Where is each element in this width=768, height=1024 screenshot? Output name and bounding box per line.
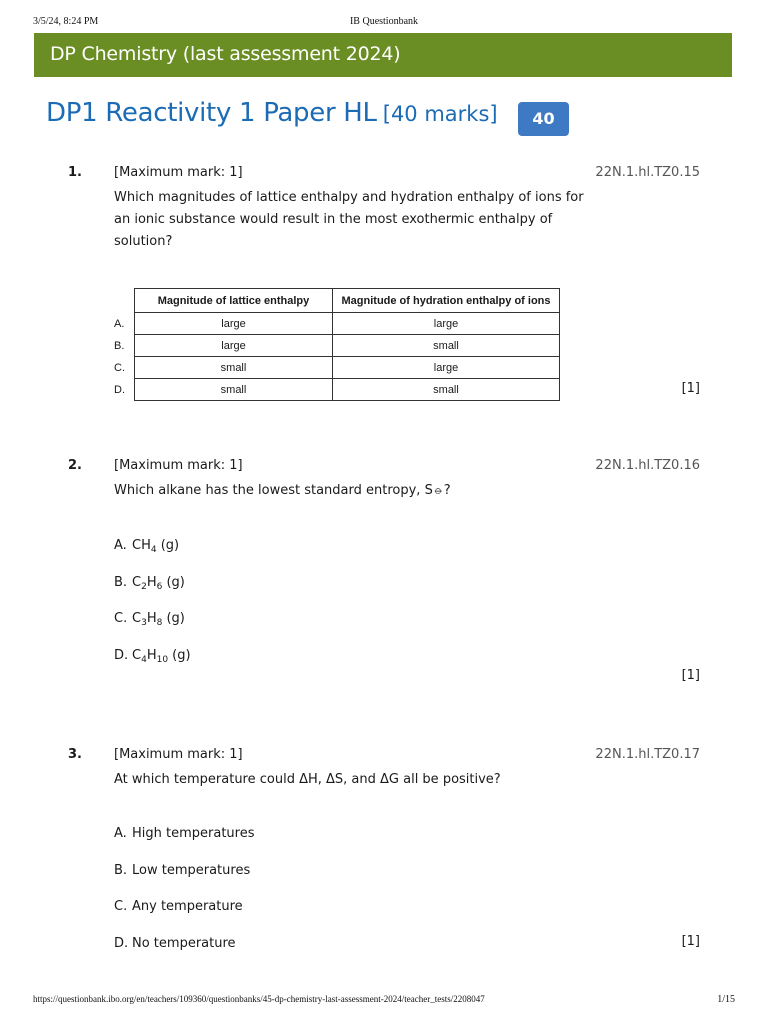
question-text: At which temperature could ΔH, ΔS, and ΔG all be positive? (114, 772, 501, 787)
table-cell: large (333, 357, 560, 379)
table-row (114, 335, 560, 357)
option-a (114, 536, 191, 556)
option-formula: $C_4H_{10}$ (g) (132, 647, 191, 665)
paper-title (46, 98, 498, 128)
option-c (114, 897, 255, 917)
question-max-mark: [Maximum mark: 1] (114, 747, 243, 762)
question-number: 2. (68, 458, 82, 473)
option-letter: A. (114, 826, 127, 841)
option-formula: $C_2H_6$ (g) (132, 574, 185, 592)
table-cell: large (135, 335, 333, 357)
print-header (33, 16, 735, 30)
option-d (114, 934, 255, 954)
option-letter: A. (114, 317, 125, 330)
question-1 (0, 165, 768, 405)
answer-table-header (114, 289, 560, 313)
question-3 (0, 747, 768, 957)
option-letter: A. (114, 538, 127, 553)
answer-table (114, 288, 560, 401)
option-letter: D. (114, 935, 129, 951)
print-timestamp: 3/5/24, 8:24 PM (33, 16, 99, 27)
option-b (114, 573, 191, 593)
table-cell: large (135, 313, 333, 335)
table-header-lattice: Magnitude of lattice enthalpy (135, 289, 333, 313)
course-title: DP Chemistry (last assessment 2024) (50, 43, 401, 65)
question-reference: 22N.1.hl.TZ0.16 (595, 458, 700, 473)
question-max-mark: [Maximum mark: 1] (114, 458, 243, 473)
table-cell: small (333, 379, 560, 401)
question-text: Which magnitudes of lattice enthalpy and hydration enthalpy of ions for an ionic substance would result in the most exothermic enthalpy of solution? (114, 190, 584, 249)
table-cell: small (135, 357, 333, 379)
option-letter: D. (114, 383, 125, 396)
option-formula: $C_3H_8$ (g) (132, 611, 185, 628)
option-text: No temperature (132, 935, 236, 951)
option-text: Low temperatures (132, 862, 251, 878)
option-text: Any temperature (132, 899, 243, 914)
table-row (114, 313, 560, 335)
question-number: 3. (68, 747, 82, 762)
page-url: https://questionbank.ibo.org/en/teachers/109360/questionbanks/45-dp-chemistry-last-assessment-2024/teacher_tests/2208047 (33, 994, 485, 1004)
option-letter: C. (114, 361, 125, 374)
table-cell: small (135, 379, 333, 401)
option-c (114, 609, 191, 629)
print-site-title: IB Questionbank (349, 16, 419, 27)
question-max-mark: [Maximum mark: 1] (114, 165, 243, 180)
question-mark: [1] (681, 934, 700, 949)
question-reference: 22N.1.hl.TZ0.15 (595, 165, 700, 180)
question-mark: [1] (681, 668, 700, 683)
table-cell: large (333, 313, 560, 335)
option-list (114, 824, 255, 954)
option-letter: D. (114, 647, 129, 663)
paper-title-text: DP1 Reactivity 1 Paper HL (46, 98, 377, 128)
print-footer (33, 994, 735, 1008)
paper-marks-text: [40 marks] (382, 102, 498, 126)
option-list (114, 536, 191, 666)
table-header-hydration: Magnitude of hydration enthalpy of ions (333, 289, 560, 313)
table-cell: small (333, 335, 560, 357)
option-a (114, 824, 255, 844)
table-row (114, 357, 560, 379)
option-d (114, 646, 191, 666)
option-letter: B. (114, 862, 128, 878)
page-number: 1/15 (717, 994, 735, 1005)
marks-badge: 40 (518, 102, 569, 136)
option-letter: C. (114, 899, 128, 914)
option-letter: B. (114, 339, 125, 352)
question-2 (0, 458, 768, 688)
option-letter: C. (114, 611, 128, 626)
question-reference: 22N.1.hl.TZ0.17 (595, 747, 700, 762)
option-text: High temperatures (132, 826, 255, 841)
option-formula: $CH_4$ (g) (132, 538, 180, 555)
table-row (114, 379, 560, 401)
option-b (114, 861, 255, 881)
question-text: Which alkane has the lowest standard entropy, S⦵? (114, 483, 451, 498)
option-letter: B. (114, 574, 128, 590)
question-mark: [1] (681, 381, 700, 396)
course-banner (34, 33, 732, 77)
question-number: 1. (68, 165, 82, 180)
